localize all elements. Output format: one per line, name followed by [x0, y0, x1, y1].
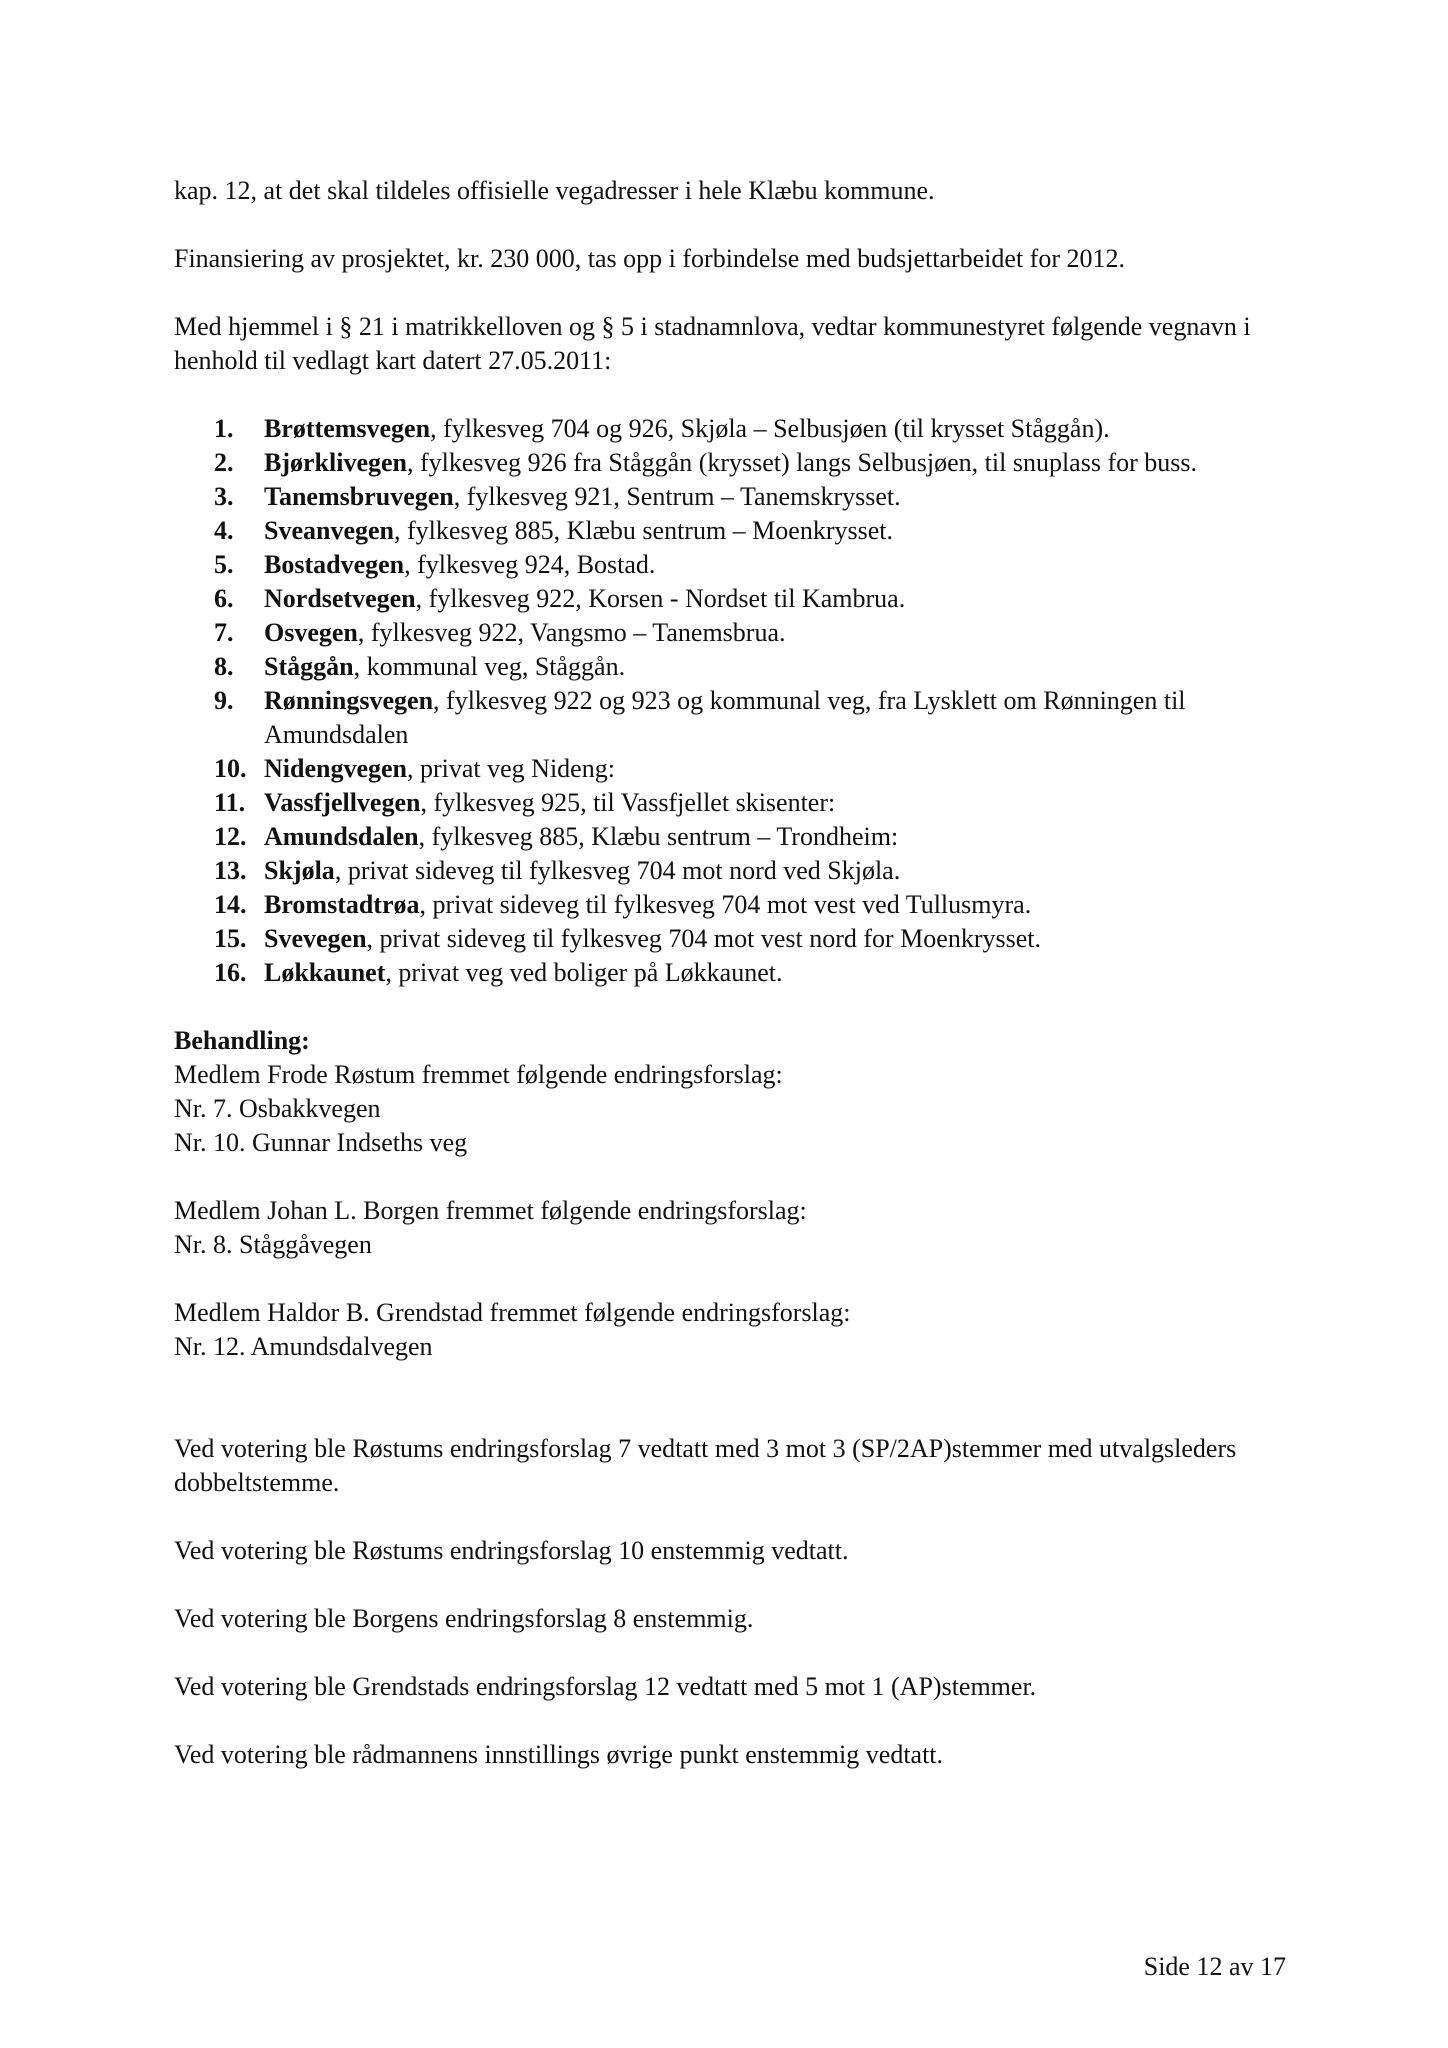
road-name: Tanemsbruvegen	[264, 482, 454, 511]
road-name: Amundsdalen	[264, 822, 419, 851]
road-name: Osvegen	[264, 618, 358, 647]
road-number: 3.	[214, 482, 234, 511]
road-list-item	[174, 412, 1284, 446]
road-list-item	[174, 888, 1284, 922]
road-number: 15.	[214, 924, 247, 953]
road-name: Nordsetvegen	[264, 584, 416, 613]
road-number: 1.	[214, 414, 234, 443]
road-description: , privat sideveg til fylkesveg 704 mot vest nord for Moenkrysset.	[366, 924, 1041, 953]
road-description: , fylkesveg 924, Bostad.	[404, 550, 656, 579]
road-name: Ståggån	[264, 652, 354, 681]
road-description: , fylkesveg 885, Klæbu sentrum – Trondheim:	[418, 822, 899, 851]
road-name: Rønningsvegen	[264, 686, 434, 715]
road-name: Skjøla	[264, 856, 335, 885]
road-description: , fylkesveg 922 og 923 og kommunal veg, fra Lysklett om Rønningen til Amundsdalen	[264, 686, 1186, 749]
road-number: 12.	[214, 822, 247, 851]
road-list-item	[174, 786, 1284, 820]
road-description: , privat sideveg til fylkesveg 704 mot nord ved Skjøla.	[334, 856, 901, 885]
road-number: 6.	[214, 584, 234, 613]
authority-paragraph: Med hjemmel i § 21 i matrikkelloven og § 5 i stadnamnlova, vedtar kommunestyret følgende vegnavn i henhold til vedlagt kart datert 27.05.2011:	[174, 312, 1251, 375]
road-list-item	[174, 684, 1284, 752]
proposal-intro: Medlem Frode Røstum fremmet følgende endringsforslag:	[174, 1060, 783, 1089]
road-description: , privat veg ved boliger på Løkkaunet.	[385, 958, 783, 987]
road-number: 16.	[214, 958, 247, 987]
road-list-item	[174, 956, 1284, 990]
road-number: 5.	[214, 550, 234, 579]
road-list-item	[174, 922, 1284, 956]
road-description: , fylkesveg 922, Vangsmo – Tanemsbrua.	[357, 618, 786, 647]
road-number: 7.	[214, 618, 234, 647]
intro-line: kap. 12, at det skal tildeles offisielle vegadresser i hele Klæbu kommune.	[174, 176, 935, 205]
road-description: , privat veg Nideng:	[407, 754, 615, 783]
road-list-item	[174, 446, 1284, 480]
road-name: Bromstadtrøa	[264, 890, 420, 919]
proposal-item: Nr. 10. Gunnar Indseths veg	[174, 1128, 468, 1157]
spacer	[174, 1398, 1284, 1432]
road-list-item	[174, 582, 1284, 616]
proposal-borgen	[174, 1194, 1284, 1262]
page-number: Side 12 av 17	[1143, 1952, 1286, 1981]
road-name: Nidengvegen	[264, 754, 407, 783]
vote-paragraph: Ved votering ble Røstums endringsforslag 7 vedtatt med 3 mot 3 (SP/2AP)stemmer med utvalgsleders dobbeltstemme.	[174, 1434, 1237, 1497]
road-name: Svevegen	[264, 924, 367, 953]
vote-paragraph: Ved votering ble Borgens endringsforslag 8 enstemmig.	[174, 1604, 754, 1633]
road-list-item	[174, 616, 1284, 650]
treatment-heading: Behandling:	[174, 1026, 310, 1055]
road-number: 11.	[214, 788, 246, 817]
road-description: , fylkesveg 704 og 926, Skjøla – Selbusjøen (til krysset Ståggån).	[430, 414, 1110, 443]
road-number: 10.	[214, 754, 247, 783]
vote-paragraph: Ved votering ble Grendstads endringsforslag 12 vedtatt med 5 mot 1 (AP)stemmer.	[174, 1672, 1037, 1701]
road-list-item	[174, 854, 1284, 888]
proposal-intro: Medlem Haldor B. Grendstad fremmet følgende endringsforslag:	[174, 1298, 851, 1327]
road-description: , privat sideveg til fylkesveg 704 mot vest ved Tullusmyra.	[419, 890, 1032, 919]
proposal-item: Nr. 8. Ståggåvegen	[174, 1230, 372, 1259]
road-name: Bostadvegen	[264, 550, 405, 579]
road-description: , fylkesveg 926 fra Ståggån (krysset) langs Selbusjøen, til snuplass for buss.	[407, 448, 1198, 477]
road-list-item	[174, 548, 1284, 582]
road-list-item	[174, 650, 1284, 684]
road-description: , fylkesveg 925, til Vassfjellet skisenter:	[420, 788, 836, 817]
financing-paragraph: Finansiering av prosjektet, kr. 230 000, tas opp i forbindelse med budsjettarbeidet for 2012.	[174, 244, 1125, 273]
proposal-rostum	[174, 1058, 1284, 1160]
road-name: Vassfjellvegen	[264, 788, 421, 817]
page-content	[174, 174, 1284, 1806]
proposal-grendstad	[174, 1296, 1284, 1364]
road-description: , kommunal veg, Ståggån.	[353, 652, 626, 681]
road-list-item	[174, 752, 1284, 786]
road-name: Bjørklivegen	[264, 448, 407, 477]
road-list-item	[174, 820, 1284, 854]
proposal-item: Nr. 12. Amundsdalvegen	[174, 1332, 433, 1361]
road-name: Sveanvegen	[264, 516, 394, 545]
spacer	[174, 1364, 1284, 1398]
road-number: 14.	[214, 890, 247, 919]
road-number: 9.	[214, 686, 234, 715]
road-number: 8.	[214, 652, 234, 681]
road-description: , fylkesveg 885, Klæbu sentrum – Moenkrysset.	[394, 516, 894, 545]
road-list-item	[174, 514, 1284, 548]
road-number: 2.	[214, 448, 234, 477]
road-name: Løkkaunet	[264, 958, 386, 987]
proposal-item: Nr. 7. Osbakkvegen	[174, 1094, 381, 1123]
road-list-item	[174, 480, 1284, 514]
road-number: 4.	[214, 516, 234, 545]
road-name-list	[174, 412, 1284, 990]
road-number: 13.	[214, 856, 247, 885]
proposal-intro: Medlem Johan L. Borgen fremmet følgende endringsforslag:	[174, 1196, 807, 1225]
road-name: Brøttemsvegen	[264, 414, 431, 443]
road-description: , fylkesveg 922, Korsen - Nordset til Kambrua.	[415, 584, 906, 613]
vote-paragraph: Ved votering ble Røstums endringsforslag 10 enstemmig vedtatt.	[174, 1536, 849, 1565]
road-description: , fylkesveg 921, Sentrum – Tanemskrysset.	[453, 482, 901, 511]
vote-paragraph: Ved votering ble rådmannens innstillings øvrige punkt enstemmig vedtatt.	[174, 1740, 944, 1769]
